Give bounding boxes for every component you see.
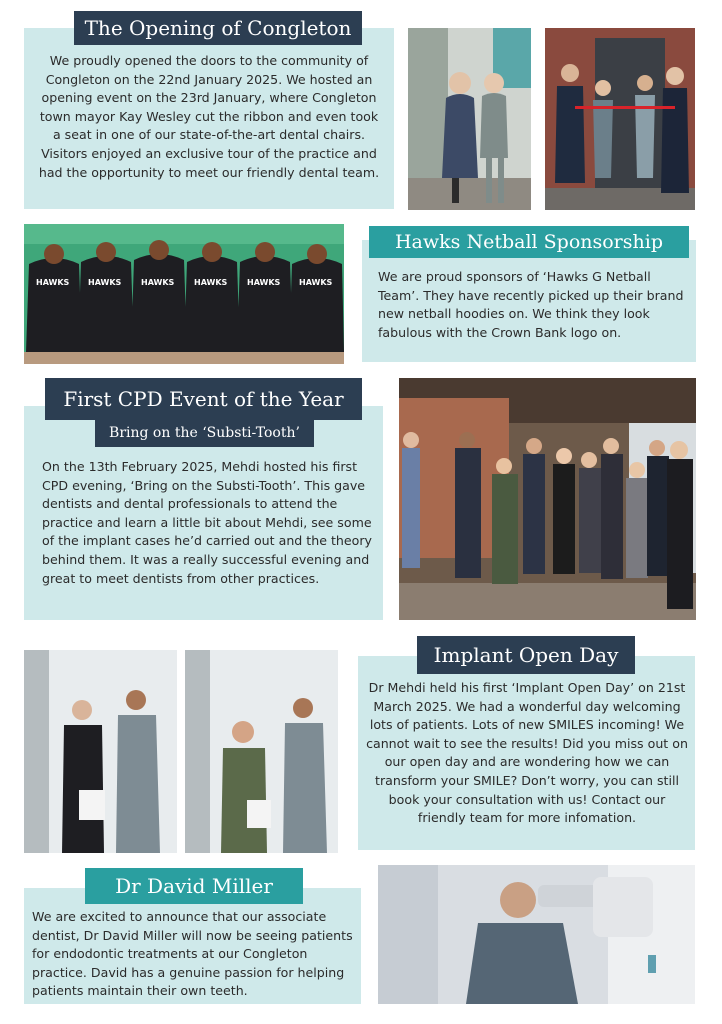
miller-title: Dr David Miller (85, 868, 303, 904)
cpd-subtitle: Bring on the ‘Substi-Tooth’ (95, 419, 314, 447)
netball-body: We are proud sponsors of ‘Hawks G Netball Team’. They have recently picked up their brand new netball hoodies on. We think they look fabulous with the Crown Bank logo on. (378, 269, 684, 340)
netball-team-photo (24, 224, 344, 364)
cpd-title: First CPD Event of the Year (45, 378, 362, 420)
opening-photo-staff (408, 28, 531, 210)
opening-photo-ribbon (545, 28, 695, 210)
hoodie-text-5: HAWKS (247, 278, 281, 287)
hoodie-text-6: HAWKS (299, 278, 333, 287)
implant-photo-1 (24, 650, 177, 853)
implant-title: Implant Open Day (417, 636, 635, 674)
hoodie-text-3: HAWKS (141, 278, 175, 287)
implant-photo-2 (185, 650, 338, 853)
hoodie-text-4: HAWKS (194, 278, 228, 287)
opening-body: We proudly opened the doors to the community of Congleton on the 22nd January 2025. We hosted an opening event on the 23rd January, where Congleton town mayor Kay Wesley cut the ribbon and even took a seat in one of our state-of-the-art dental chairs. Visitors enjoyed an exclusive tour of the practice and had the opportunity to meet our friendly dental team. (38, 53, 380, 180)
cpd-body: On the 13th February 2025, Mehdi hosted his first CPD evening, ‘Bring on the Substi-Tooth’. This gave dentists and dental professionals to attend the practice and learn a little bit about Mehdi, see some of the implant cases he’d carried out and the theory behind them. It was a really successful evening and great to meet dentists from other practices. (42, 459, 372, 586)
netball-title: Hawks Netball Sponsorship (369, 226, 689, 258)
miller-body: We are excited to announce that our associate dentist, Dr David Miller will now be seeing patients for endodontic treatments at our Congleton practice. David has a genuine passion for helping patients maintain their own teeth. (32, 909, 353, 999)
cpd-group-photo (399, 378, 696, 620)
opening-title: The Opening of Congleton (74, 11, 362, 45)
miller-microscope-photo (378, 865, 695, 1004)
hoodie-text-2: HAWKS (88, 278, 122, 287)
implant-body: Dr Mehdi held his first ‘Implant Open Day’ on 21st March 2025. We had a wonderful day welcoming lots of patients. Lots of new SMILES incoming! We cannot wait to see the results! Did you miss out on our open day and are wondering how we can transform your SMILE? Don’t worry, you can still book your consultation with us! Contact our friendly team for more infomation. (366, 680, 688, 826)
hoodie-text-1: HAWKS (36, 278, 70, 287)
